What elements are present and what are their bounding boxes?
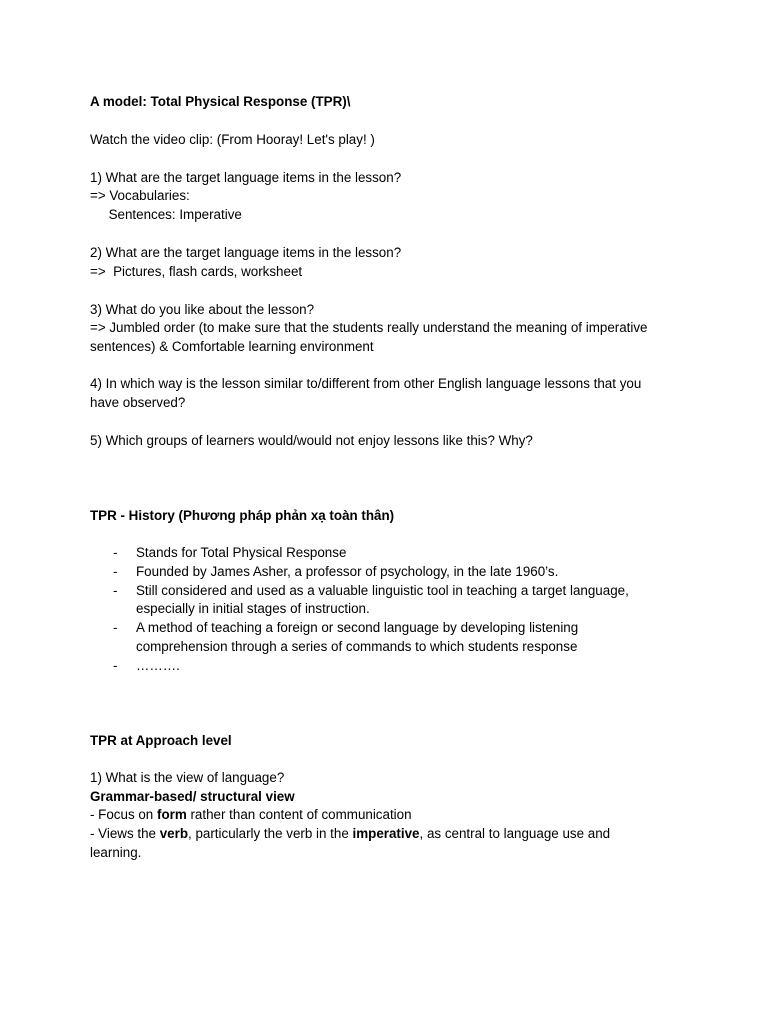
history-bullet-2: Founded by James Asher, a professor of psychology, in the late 1960’s. — [136, 564, 559, 579]
approach-point-1-post: rather than content of communication — [186, 807, 412, 822]
answer-2: => Pictures, flash cards, worksheet — [90, 264, 303, 279]
approach-subtitle: Grammar-based/ structural view — [90, 789, 295, 804]
question-4-line-1: 4) In which way is the lesson similar to/different from other English language lessons that you — [90, 376, 642, 391]
history-bullet-3-line-1: Still considered and used as a valuable linguistic tool in teaching a target language, — [136, 583, 629, 598]
answer-1-line-1: => Vocabularies: — [90, 188, 190, 203]
answer-3-line-2: sentences) & Comfortable learning environment — [90, 339, 374, 354]
section-title-model: A model: Total Physical Response (TPR)\ — [90, 94, 351, 109]
history-bullet-5: ………. — [136, 658, 180, 673]
question-5: 5) Which groups of learners would/would not enjoy lessons like this? Why? — [90, 433, 533, 448]
bullet-dash: - — [113, 620, 118, 635]
answer-1-line-2: Sentences: Imperative — [90, 207, 242, 222]
history-bullet-4-line-1: A method of teaching a foreign or second language by developing listening — [136, 620, 579, 635]
section-title-history: TPR - History (Phương pháp phản xạ toàn thân) — [90, 508, 395, 523]
history-bullet-4-line-2: comprehension through a series of commands to which students response — [136, 639, 578, 654]
approach-point-1 — [90, 805, 412, 824]
bullet-dash: - — [113, 658, 118, 673]
approach-point-2 — [90, 824, 610, 843]
approach-question-1: 1) What is the view of language? — [90, 770, 285, 785]
section-title-approach: TPR at Approach level — [90, 733, 232, 748]
history-bullet-3-line-2: especially in initial stages of instruction. — [136, 601, 370, 616]
bullet-dash: - — [113, 583, 118, 598]
question-3: 3) What do you like about the lesson? — [90, 302, 315, 317]
bullet-dash: - — [113, 564, 118, 579]
approach-point-2-post: , as central to language use and — [419, 826, 611, 841]
question-4-line-2: have observed? — [90, 395, 186, 410]
approach-point-2-bold-2: imperative — [352, 826, 420, 841]
history-bullet-1: Stands for Total Physical Response — [136, 545, 347, 560]
approach-point-1-pre: - Focus on — [90, 807, 157, 822]
bullet-dash: - — [113, 545, 118, 560]
answer-3-line-1: => Jumbled order (to make sure that the students really understand the meaning of imperative — [90, 320, 648, 335]
approach-point-2-bold-1: verb — [159, 826, 189, 841]
question-1: 1) What are the target language items in the lesson? — [90, 170, 402, 185]
approach-point-2-pre: - Views the — [90, 826, 160, 841]
approach-point-2-mid: , particularly the verb in the — [188, 826, 353, 841]
approach-point-1-bold: form — [156, 807, 187, 822]
approach-point-2-line-2: learning. — [90, 845, 142, 860]
intro-line: Watch the video clip: (From Hooray! Let's play! ) — [90, 132, 375, 147]
question-2: 2) What are the target language items in the lesson? — [90, 245, 402, 260]
